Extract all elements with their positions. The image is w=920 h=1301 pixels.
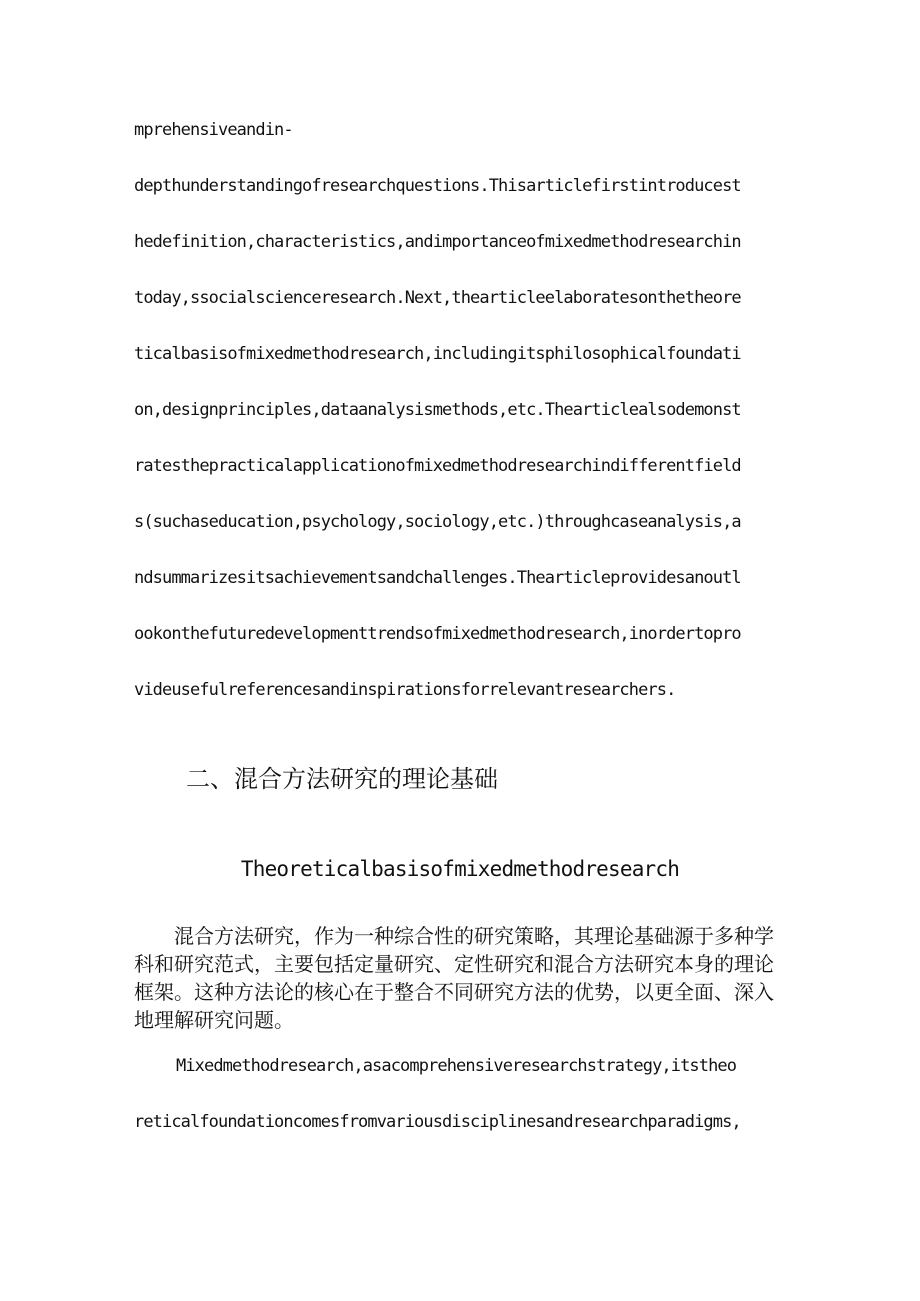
abstract-line: ratesthepracticalapplicationofmixedmethodresearchindifferentfield <box>134 456 741 476</box>
section-paragraph-en-line: Mixedmethodresearch,asacomprehensiveresearchstrategy,itstheo <box>176 1056 737 1076</box>
abstract-line: ndsummarizesitsachievementsandchallenges.Thearticleprovidesanoutl <box>134 568 741 588</box>
abstract-line: ookonthefuturedevelopmenttrendsofmixedmethodresearch,inordertopro <box>134 624 741 644</box>
section-paragraph-en-line: reticalfoundationcomesfromvariousdisciplinesandresearchparadigms, <box>134 1112 741 1132</box>
abstract-line: today,ssocialscienceresearch.Next,thearticleelaboratesonthetheore <box>134 288 741 308</box>
section-paragraph-cn: 混合方法研究，作为一种综合性的研究策略，其理论基础源于多种学科和研究范式，主要包括定量研究、定性研究和混合方法研究本身的理论框架。这种方法论的核心在于整合不同研究方法的优势，以更全面、深入地理解研究问题。 <box>134 924 774 1032</box>
section-heading-cn: 二、混合方法研究的理论基础 <box>186 765 498 793</box>
abstract-line: hedefinition,characteristics,andimportanceofmixedmethodresearchin <box>134 232 741 252</box>
abstract-line: mprehensiveandin- <box>134 120 293 140</box>
abstract-line: videusefulreferencesandinspirationsforrelevantresearchers. <box>134 680 676 700</box>
abstract-line: s(suchaseducation,psychology,sociology,etc.)throughcaseanalysis,a <box>134 512 741 532</box>
abstract-line: depthunderstandingofresearchquestions.Thisarticlefirstintroducest <box>134 176 741 196</box>
abstract-line: on,designprinciples,dataanalysismethods,etc.Thearticlealsodemonst <box>134 400 741 420</box>
abstract-line: ticalbasisofmixedmethodresearch,includingitsphilosophicalfoundati <box>134 344 741 364</box>
section-heading-en: Theoreticalbasisofmixedmethodresearch <box>240 857 680 881</box>
